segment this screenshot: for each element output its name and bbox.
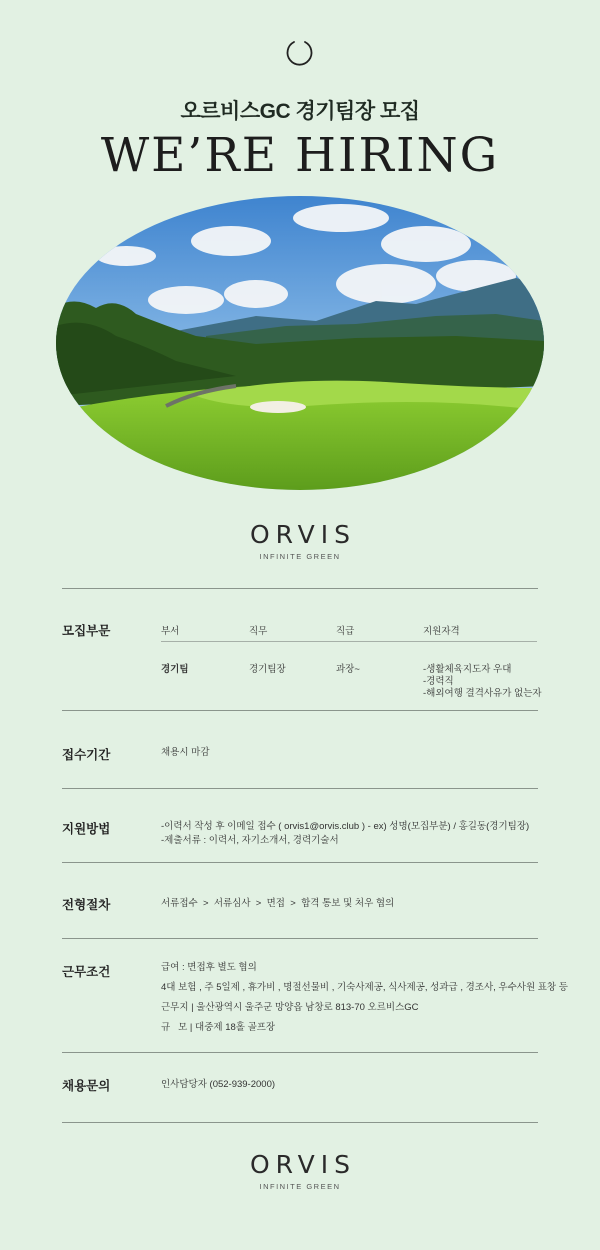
process-steps: 서류접수 > 서류심사 > 면접 > 합격 통보 및 처우 협의 [161,898,395,909]
brand-logo-footer [0,1150,600,1191]
divider [62,862,538,863]
divider [62,710,538,711]
benefits-text: 4대 보험 , 주 5일제 , 휴가비 , 명절선물비 , 기숙사제공, 식사제공, 성과급 , 경조사, 우수사원 표창 등 [161,982,568,993]
brand-name: ORVIS [249,1150,357,1179]
column-header-rank: 직급 [336,626,355,637]
column-header-job: 직무 [249,626,268,637]
apply-label: 지원방법 [62,822,111,836]
divider [62,938,538,939]
golf-course-image [56,196,544,490]
page-title: WE’RE HIRING [100,128,500,183]
qualification-item: -경력직 [423,676,454,687]
conditions-label: 근무조건 [62,965,111,979]
qualifications-list [423,664,542,700]
period-label: 접수기간 [62,748,111,762]
column-header-dept: 부서 [161,626,180,637]
apply-method: -이력서 작성 후 이메일 접수 ( orvis1@orvis.club ) - ex) 성명(모집부분) / 홍길동(경기팀장) [161,821,530,832]
brand-logo [0,520,600,561]
table-header-divider [161,641,537,642]
divider [62,1052,538,1053]
contact-value: 인사담당자 (052-939-2000) [161,1079,276,1090]
contact-label: 채용문의 [62,1079,111,1093]
rank-value: 과장~ [336,664,360,675]
workplace-text: 근무지 | 울산광역시 울주군 망양읍 남창로 813-70 오르비스GC [161,1002,419,1013]
job-value: 경기팀장 [249,664,286,675]
divider [62,788,538,789]
brand-tagline: INFINITE GREEN [259,1182,341,1191]
scale-text: 규 모 | 대중제 18홀 골프장 [161,1022,276,1033]
divider [62,588,538,589]
divider [62,1122,538,1123]
qualification-item: -해외여행 결격사유가 없는자 [423,688,542,699]
orvis-logo-icon [284,38,314,68]
qualification-item: -생활체육지도자 우대 [423,664,512,675]
dept-value: 경기팀 [161,664,189,675]
page-subtitle: 오르비스GC 경기팀장 모집 [180,100,420,123]
salary-text: 급여 : 면접후 별도 협의 [161,962,257,973]
process-label: 전형절차 [62,898,111,912]
apply-documents: -제출서류 : 이력서, 자기소개서, 경력기술서 [161,835,339,846]
brand-name: ORVIS [249,520,357,549]
column-header-qualifications: 지원자격 [423,626,460,637]
recruitment-label: 모집부문 [62,624,111,638]
period-value: 채용시 마감 [161,747,210,758]
brand-tagline: INFINITE GREEN [259,552,341,561]
